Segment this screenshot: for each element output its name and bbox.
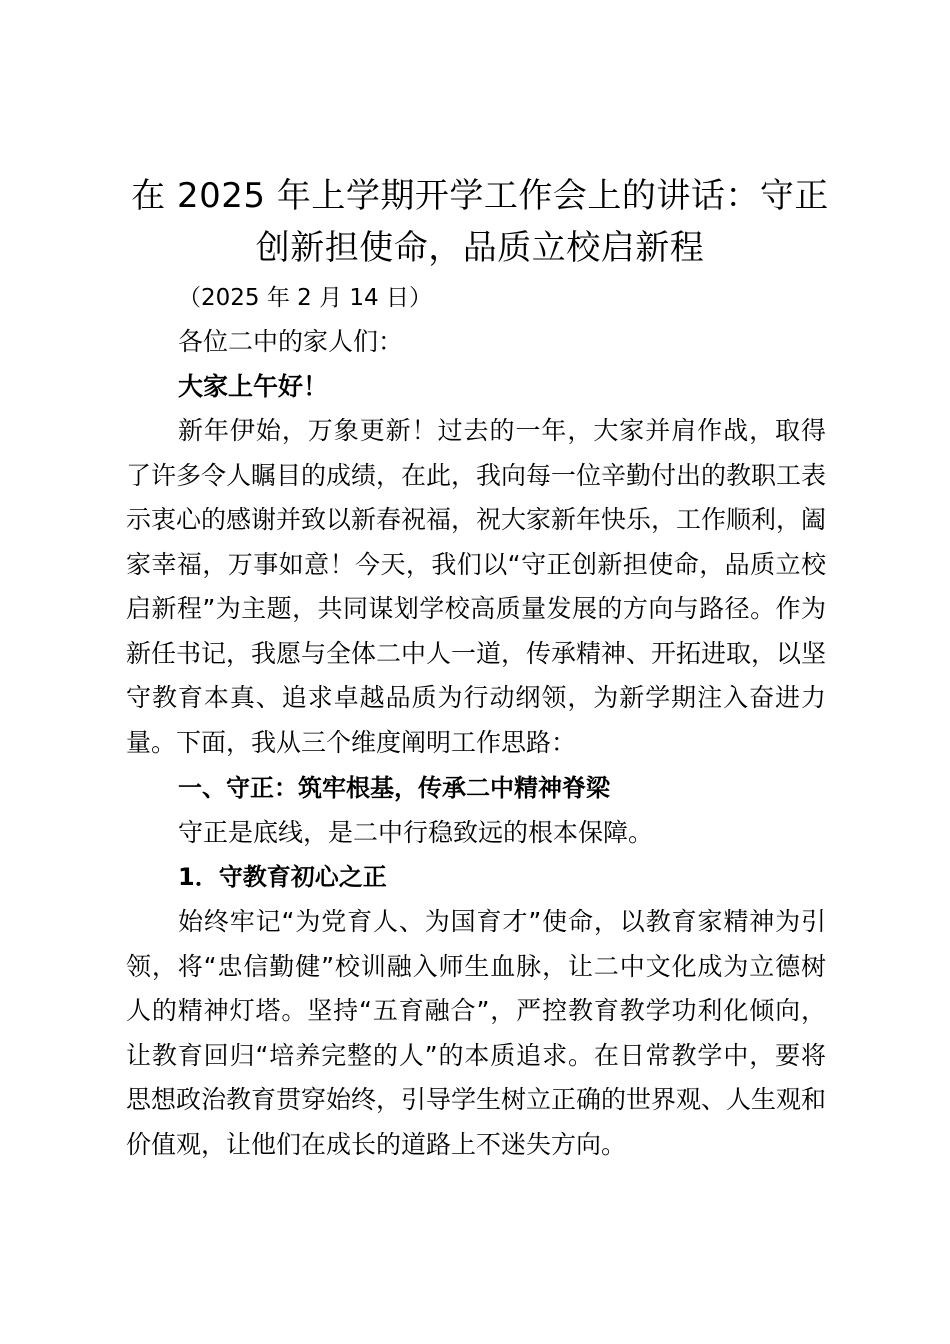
paragraph-opening: 新年伊始，万象更新！过去的一年，大家并肩作战，取得了许多令人瞩目的成绩，在此，我向每一位辛勤付出的教职工表示衷心的感谢并致以新春祝福，祝大家新年快乐，工作顺利，阖家幸福，万事如意！今天，我们以“守正创新担使命，品质立校启新程”为主题，共同谋划学校高质量发展的方向与路径。作为新任书记，我愿与全体二中人一道，传承精神、开拓进取，以坚守教育本真、追求卓越品质为行动纲领，为新学期注入奋进力量。下面，我从三个维度阐明工作思路： xyxy=(126,416,827,757)
section-intro: 守正是底线，是二中行稳致远的根本保障。 xyxy=(178,818,654,847)
document-title: 在 2025 年上学期开学工作会上的讲话：守正创新担使命，品质立校启新程 xyxy=(131,176,829,268)
salutation: 各位二中的家人们： xyxy=(178,327,404,356)
greeting: 大家上午好！ xyxy=(178,372,329,401)
paragraph-education-mission: 始终牢记“为党育人、为国育才”使命，以教育家精神为引领，将“忠信勤健”校训融入师生血脉，让二中文化成为立德树人的精神灯塔。坚持“五育融合”，严控教育教学功利化倾向，让教育回归“培养完整的人”的本质追求。在日常教学中，要将思想政治教育贯穿始终，引导学生树立正确的世界观、人生观和价值观，让他们在成长的道路上不迷失方向。 xyxy=(126,907,827,1159)
section-heading: 一、守正：筑牢根基，传承二中精神脊梁 xyxy=(178,774,610,802)
subsection-heading: 1．守教育初心之正 xyxy=(178,863,387,891)
speech-date: （2025 年 2 月 14 日） xyxy=(178,285,432,311)
